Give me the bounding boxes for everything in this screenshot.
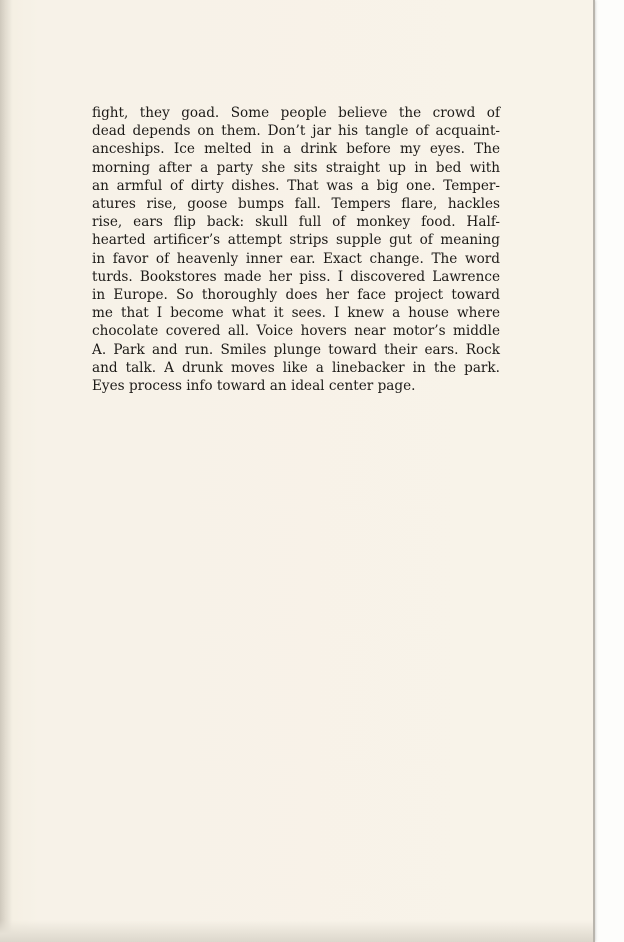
prose-line: fight, they goad. Some people believe the crowd of [92,105,500,121]
prose-line: in favor of heavenly inner ear. Exact change. The word [92,250,500,267]
page-edge [593,0,595,942]
prose-line: atures rise, goose bumps fall. Tempers flare, hackles [92,196,500,213]
prose-line-last: Eyes process info toward an ideal center page. [92,378,416,395]
prose-line: rise, ears flip back: skull full of monkey food. Half- [92,214,500,231]
prose-line: hearted artificer’s attempt strips supple gut of meaning [92,232,500,249]
prose-line: turds. Bookstores made her piss. I discovered Lawrence [92,268,500,285]
prose-line: dead depends on them. Don’t jar his tangle of acquaint- [92,123,500,140]
prose-line: A. Park and run. Smiles plunge toward their ears. Rock [92,341,500,358]
prose-line: and talk. A drunk moves like a linebacker in the park. [92,359,500,376]
prose-paragraph [92,104,500,395]
prose-line: chocolate covered all. Voice hovers near motor’s middle [92,323,500,340]
prose-line: an armful of dirty dishes. That was a big one. Temper- [92,177,500,194]
prose-line: me that I become what it sees. I knew a house where [92,305,500,322]
prose-line: in Europe. So thoroughly does her face project toward [92,287,500,304]
prose-line: morning after a party she sits straight up in bed with [92,159,500,176]
prose-line: anceships. Ice melted in a drink before my eyes. The [92,141,500,158]
